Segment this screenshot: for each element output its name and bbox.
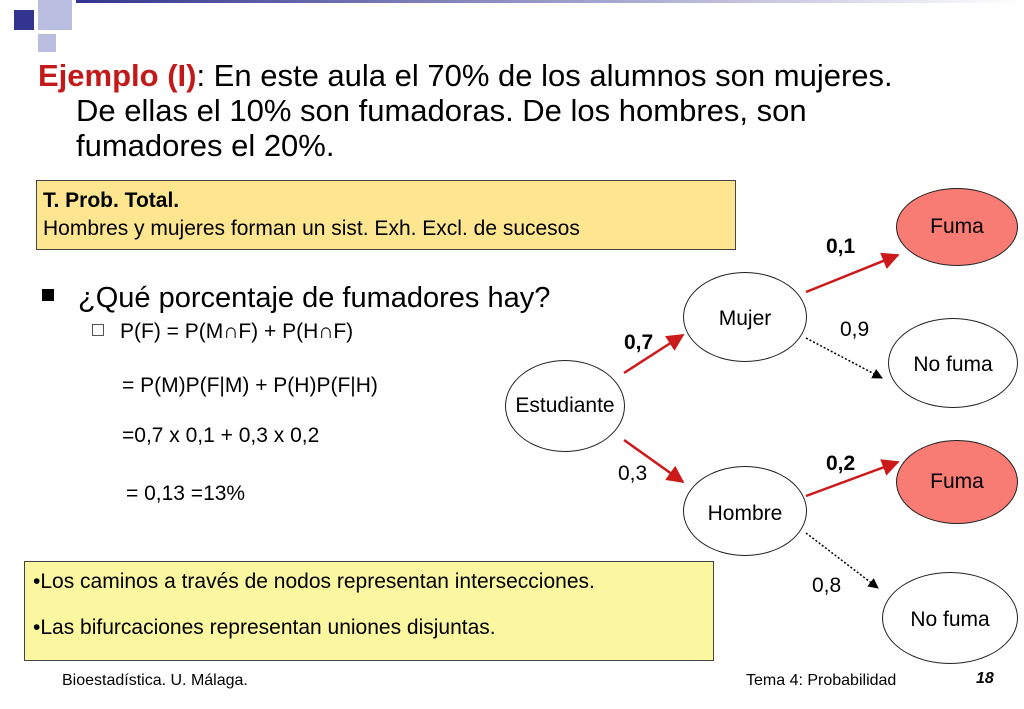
notes-box xyxy=(24,561,714,661)
node-hombre-nofuma xyxy=(882,572,1018,664)
edge-mujer-fuma xyxy=(806,255,898,292)
node-estudiante xyxy=(505,360,625,452)
note-item: •Las bifurcaciones representan uniones disjuntas. xyxy=(33,616,496,639)
calc-step-1: = P(M)P(F|M) + P(H)P(F|H) xyxy=(122,374,378,397)
box-heading: T. Prob. Total. xyxy=(43,189,180,212)
edge-mujer-nofuma xyxy=(806,338,882,378)
prob-mujer-nofuma: 0,9 xyxy=(840,318,870,341)
question-text: ¿Qué porcentaje de fumadores hay? xyxy=(78,282,551,314)
node-label: Fuma xyxy=(930,470,984,493)
node-label: No fuma xyxy=(913,353,993,376)
prob-mujer: 0,7 xyxy=(624,331,654,354)
box-text: Hombres y mujeres forman un sist. Exh. Excl. de sucesos xyxy=(43,217,580,240)
page-number: 18 xyxy=(976,670,994,687)
prob-mujer-fuma: 0,1 xyxy=(826,235,856,258)
node-hombre xyxy=(683,466,807,556)
calc-result: = 0,13 =13% xyxy=(126,482,246,505)
title-keyword: Ejemplo (I) xyxy=(38,58,197,93)
node-label: Fuma xyxy=(930,215,984,238)
node-label: Estudiante xyxy=(515,394,615,417)
node-label: No fuma xyxy=(910,608,990,631)
title-text: : En este aula el 70% de los alumnos son mujeres. De ellas el 10% son fumadoras. De los hombres, son fumadores el 20%. xyxy=(76,58,893,163)
prob-hombre-nofuma: 0,8 xyxy=(812,574,842,597)
note-item: •Los caminos a través de nodos representan intersecciones. xyxy=(33,570,595,593)
node-mujer-nofuma xyxy=(888,318,1018,408)
node-hombre-fuma xyxy=(896,440,1018,524)
node-label: Mujer xyxy=(718,307,772,330)
prob-hombre: 0,3 xyxy=(618,462,648,485)
prob-hombre-fuma: 0,2 xyxy=(826,452,856,475)
node-mujer xyxy=(683,272,807,362)
footer-topic: Tema 4: Probabilidad xyxy=(746,672,897,689)
node-label: Hombre xyxy=(707,502,783,525)
footer-course: Bioestadística. U. Málaga. xyxy=(62,672,248,689)
node-mujer-fuma xyxy=(896,188,1018,266)
formula-text: P(F) = P(M∩F) + P(H∩F) xyxy=(120,320,354,343)
calc-step-2: =0,7 x 0,1 + 0,3 x 0,2 xyxy=(122,424,320,447)
